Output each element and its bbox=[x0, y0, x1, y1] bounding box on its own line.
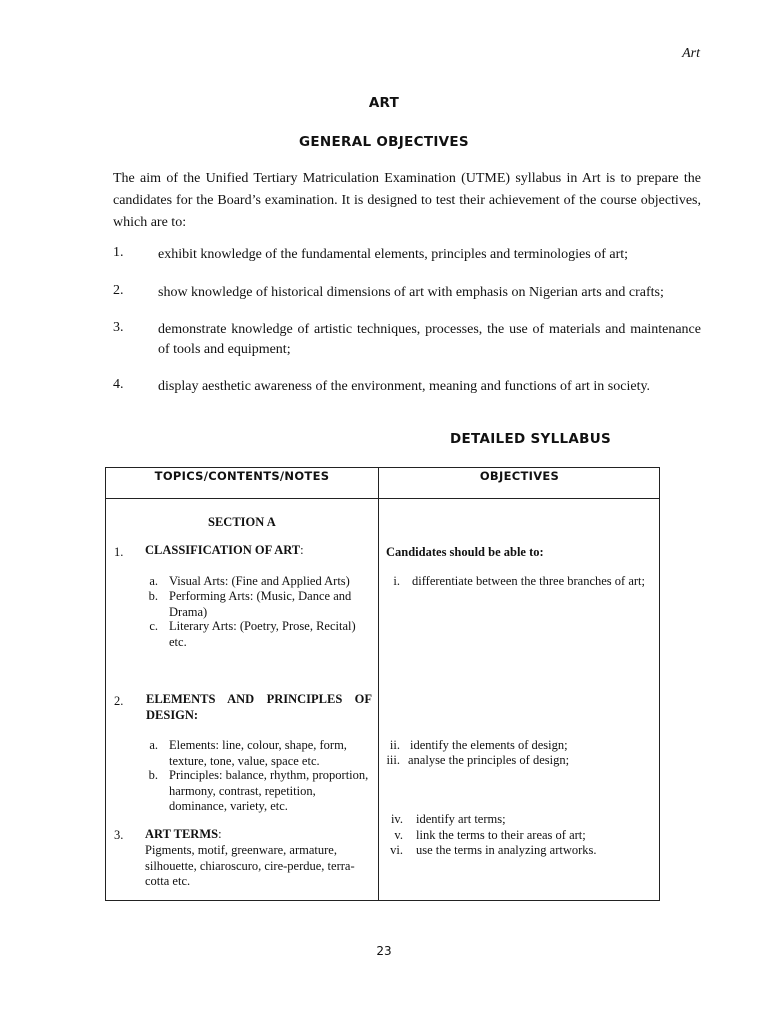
topic-title: ELEMENTS AND PRINCIPLES OF DESIGN: bbox=[146, 692, 372, 722]
objectives-lead: Candidates should be able to: bbox=[386, 545, 544, 559]
topic-title-line bbox=[145, 543, 304, 559]
section-label: SECTION A bbox=[208, 515, 276, 529]
objective-text: exhibit knowledge of the fundamental elements, principles and terminologies of art; bbox=[158, 247, 629, 262]
objective-marker: v. bbox=[394, 828, 403, 842]
topic-number: 2. bbox=[114, 694, 124, 708]
objective-item: identify the elements of design; bbox=[410, 738, 568, 752]
column-header-topics: TOPICS/CONTENTS/NOTES bbox=[154, 469, 330, 483]
objective-text: show knowledge of historical dimensions of art with emphasis on Nigerian arts and crafts; bbox=[158, 285, 664, 300]
topic-title-line bbox=[145, 827, 222, 843]
content-item: Elements: line, colour, shape, form, texture, tone, value, space etc. bbox=[169, 738, 347, 768]
intro-paragraph: The aim of the Unified Tertiary Matriculation Examination (UTME) syllabus in Art is to prepare the candidates for the Board’s examination. It is designed to test their achievement of the course objectives, which are to: bbox=[113, 171, 701, 230]
objective-item: link the terms to their areas of art; bbox=[416, 828, 586, 842]
objective-text: demonstrate knowledge of artistic techniques, processes, the use of materials and maintenance of tools and equipment; bbox=[158, 322, 701, 357]
objective-item: analyse the principles of design; bbox=[408, 753, 570, 767]
topic-number: 3. bbox=[114, 828, 124, 842]
objective-item: identify art terms; bbox=[416, 812, 506, 826]
topic-title: ART TERMS bbox=[145, 827, 219, 841]
column-header-objectives: OBJECTIVES bbox=[479, 469, 560, 483]
content-marker: c. bbox=[149, 619, 158, 633]
topic-title: CLASSIFICATION OF ART bbox=[145, 543, 301, 557]
objective-item: use the terms in analyzing artworks. bbox=[416, 843, 597, 857]
objective-marker: i. bbox=[393, 574, 400, 588]
objective-text: display aesthetic awareness of the environment, meaning and functions of art in society. bbox=[158, 379, 651, 394]
document-title: ART bbox=[368, 95, 400, 111]
content-item: Performing Arts: (Music, Dance and Drama) bbox=[169, 589, 352, 619]
topic-body: Pigments, motif, greenware, armature, silhouette, chiaroscuro, cire-perdue, terra-cotta etc. bbox=[145, 843, 355, 888]
content-marker: a. bbox=[149, 574, 158, 588]
topic-title-colon: : bbox=[300, 543, 304, 557]
content-marker: b. bbox=[148, 768, 158, 782]
objective-marker: iii. bbox=[386, 753, 400, 767]
objective-number: 4. bbox=[113, 377, 124, 392]
table-column-divider bbox=[378, 467, 379, 901]
topic-title-colon: : bbox=[218, 827, 222, 841]
detailed-syllabus-heading: DETAILED SYLLABUS bbox=[449, 431, 611, 447]
table-header-divider bbox=[105, 498, 660, 499]
page-number: 23 bbox=[376, 944, 392, 958]
content-marker: a. bbox=[149, 738, 158, 752]
content-item: Visual Arts: (Fine and Applied Arts) bbox=[169, 574, 350, 588]
running-header: Art bbox=[682, 46, 700, 61]
content-item: Literary Arts: (Poetry, Prose, Recital) etc. bbox=[169, 619, 356, 649]
topic-number: 1. bbox=[114, 545, 124, 559]
objective-item: differentiate between the three branches of art; bbox=[412, 574, 645, 588]
objective-number: 2. bbox=[113, 283, 124, 298]
objective-marker: vi. bbox=[390, 843, 403, 857]
general-objectives-heading: GENERAL OBJECTIVES bbox=[299, 134, 469, 150]
objective-number: 3. bbox=[113, 320, 124, 335]
content-item: Principles: balance, rhythm, proportion, harmony, contrast, repetition, dominance, variety, etc. bbox=[169, 768, 369, 813]
content-marker: b. bbox=[148, 589, 158, 603]
objective-marker: ii. bbox=[389, 738, 400, 752]
objective-number: 1. bbox=[113, 245, 124, 260]
objective-marker: iv. bbox=[390, 812, 403, 826]
